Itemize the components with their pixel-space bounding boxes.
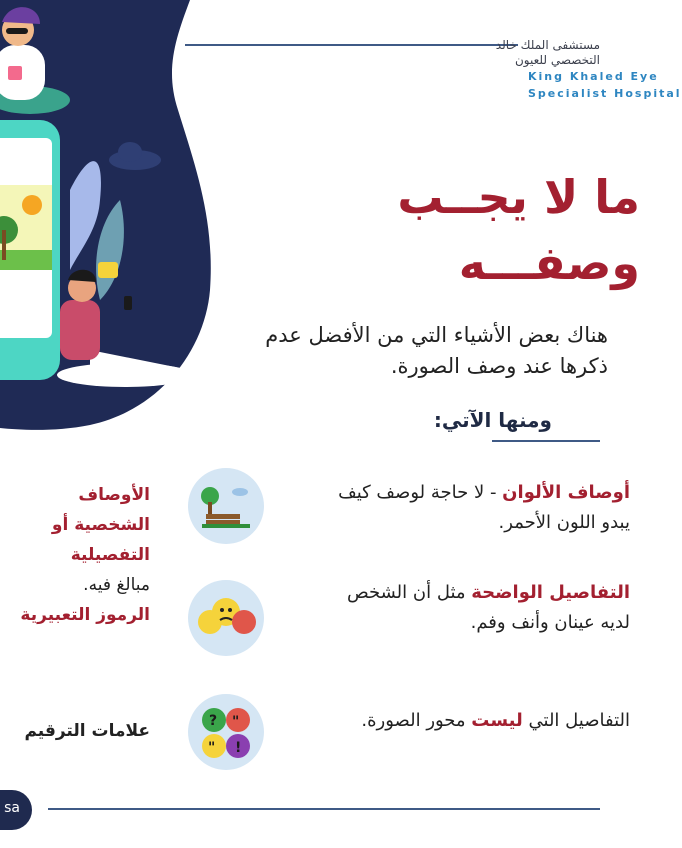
list-item (0, 480, 150, 600)
page-title-line-1: ما لا يجــب (397, 170, 640, 224)
item-lead: التفاصيل التي (522, 710, 630, 731)
logo-arabic-line-1: مستشفى الملك خالد (495, 38, 600, 52)
subheading-rule (492, 440, 600, 442)
item-highlight: الرموز التعبيرية (20, 605, 150, 625)
list-item (0, 716, 150, 746)
item-text: - لا حاجة لوصف كيف يبدو اللون الأحمر. (338, 482, 630, 533)
svg-text:": " (232, 714, 240, 730)
item-highlight: أوصاف الألوان (502, 482, 630, 503)
punctuation-marks-icon (188, 694, 264, 770)
svg-text:!: ! (235, 740, 242, 756)
item-text: مثل أن الشخص لديه عينان وأنف وفم. (346, 582, 630, 633)
footer-pill (0, 790, 32, 830)
svg-text:": " (208, 740, 216, 756)
emoji-faces-icon (188, 580, 264, 656)
logo-english-line-2: Specialist Hospital (528, 87, 682, 100)
list-item (330, 478, 630, 538)
svg-text:?: ? (209, 713, 218, 729)
hospital-logo (495, 38, 682, 102)
item-text: مبالغ فيه. (83, 575, 150, 595)
header-rule (185, 44, 518, 46)
park-bench-icon (188, 468, 264, 544)
footer-rule (48, 808, 600, 810)
list-item (330, 706, 630, 736)
list-item (0, 600, 150, 630)
intro-paragraph: هناك بعض الأشياء التي من الأفضل عدم ذكرها عند وصف الصورة. (265, 323, 608, 378)
subheading: ومنها الآتي: (433, 408, 552, 432)
page-title-line-2: وصفـــه (458, 236, 640, 290)
item-text: محور الصورة. (361, 710, 472, 731)
list-item (330, 578, 630, 638)
footer-pill-text: sa (4, 800, 20, 816)
item-highlight: التفاصيل الواضحة (471, 582, 630, 603)
item-highlight: ليست (471, 710, 523, 731)
item-text: علامات الترقيم (24, 721, 150, 741)
logo-arabic-line-2: التخصصي للعيون (514, 53, 600, 67)
logo-english-line-1: King Khaled Eye (528, 70, 659, 83)
item-highlight: الأوصاف الشخصية أو التفصيلية (51, 485, 150, 565)
